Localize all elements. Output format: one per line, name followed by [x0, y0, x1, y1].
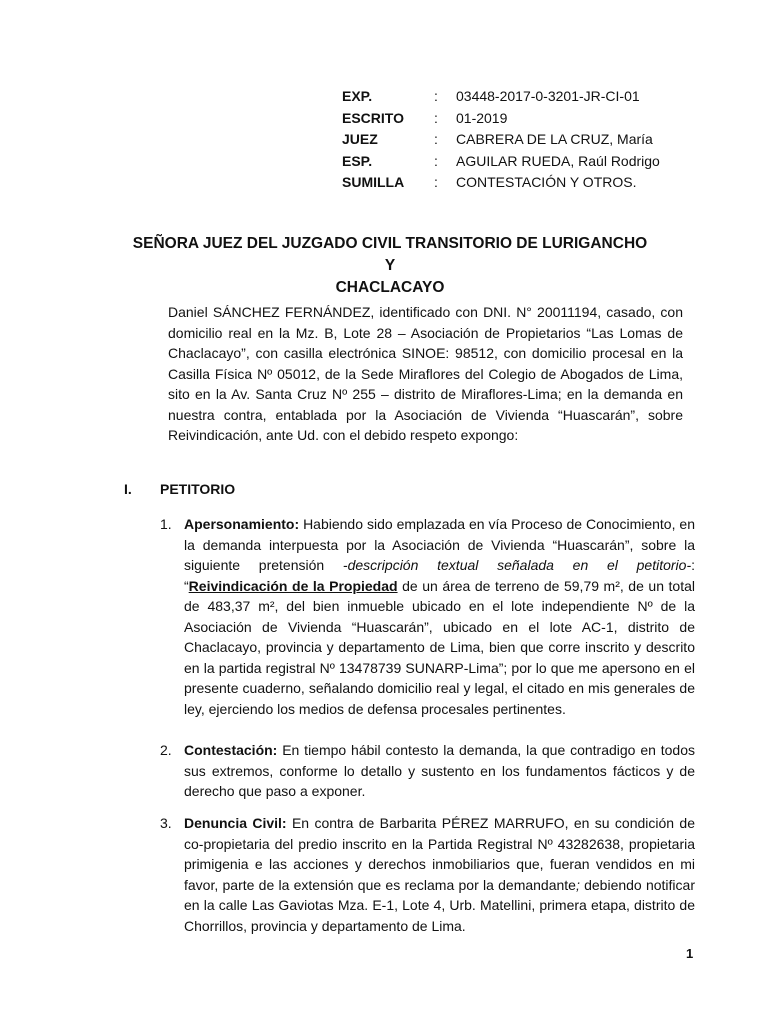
item-number: 1.	[160, 516, 172, 532]
header-colon: :	[434, 174, 438, 190]
header-label: EXP.	[342, 88, 373, 104]
item-italic-text: -descripción textual señalada en el petitorio-	[342, 557, 692, 573]
petitorio-item-3	[160, 813, 695, 936]
item-text: debiendo notificar en la calle Las Gaviotas Mza. E-1, Lote 4, Urb. Matellini, primera etapa, distrito de Chorrillos, provincia y departamento de Lima.	[184, 876, 695, 934]
petitorio-item-1	[160, 514, 695, 719]
header-label: JUEZ	[342, 131, 378, 147]
header-row-sumilla	[342, 172, 660, 194]
item-number: 2.	[160, 742, 172, 758]
header-row-exp	[342, 86, 660, 108]
item-text: En contra de Barbarita PÉREZ MARRUFO, en su condición de co-propietaria del predio inscrito en la Partida Registral Nº 43282638, propietaria primigenia e las acciones y derechos inmobiliarios que, fueran vendidos en mi favor, parte de la extensión que es reclama por la demandante	[184, 815, 695, 893]
section-number: I.	[124, 481, 132, 497]
item-body	[184, 813, 695, 936]
petitorio-item-2	[160, 740, 695, 802]
header-value: CONTESTACIÓN Y OTROS.	[456, 174, 637, 190]
item-lead: Denuncia Civil:	[184, 815, 287, 831]
item-lead: Contestación:	[184, 742, 278, 758]
item-body	[184, 514, 695, 719]
header-value: CABRERA DE LA CRUZ, María	[456, 131, 653, 147]
document-title	[130, 233, 650, 299]
item-text: En tiempo hábil contesto la demanda, la que contradigo en todos sus extremos, conforme lo detallo y sustento en los fundamentos fácticos y de derecho que paso a exponer.	[184, 742, 695, 799]
header-colon: :	[434, 88, 438, 104]
item-lead: Apersonamiento:	[184, 516, 300, 532]
page-number: 1	[686, 946, 694, 961]
header-colon: :	[434, 109, 438, 126]
header-colon: :	[434, 152, 438, 169]
item-text: : “	[184, 557, 695, 594]
header-row-escrito	[342, 108, 660, 130]
header-label: ESCRITO	[342, 109, 404, 126]
intro-paragraph: Daniel SÁNCHEZ FERNÁNDEZ, identificado con DNI. N° 20011194, casado, con domicilio real en la Mz. B, Lote 28 – Asociación de Propietarios “Las Lomas de Chaclacayo”, con casilla electrónica SINOE: 98512, con domicilio procesal en la Casilla Física Nº 05012, de la Sede Miraflores del Colegio de Abogados de Lima, sito en la Av. Santa Cruz Nº 255 – distrito de Miraflores-Lima; en la demanda en nuestra contra, entablada por la Asociación de Vivienda “Huascarán”, sobre Reivindicación, ante Ud. con el debido respeto expongo:	[168, 304, 683, 443]
item-underlined-text: Reivindicación de la Propiedad	[188, 577, 398, 594]
header-value: 01-2019	[456, 109, 508, 126]
header-label: ESP.	[342, 152, 373, 169]
item-text: Habiendo sido emplazada en vía Proceso de Conocimiento, en la demanda interpuesta por la Asociación de Vivienda “Huascarán”, sobre la siguiente pretensión	[184, 516, 695, 573]
title-line-2: CHACLACAYO	[335, 279, 445, 296]
section-heading	[124, 481, 235, 497]
header-colon: :	[434, 131, 438, 147]
section-title: PETITORIO	[160, 481, 236, 497]
header-row-esp	[342, 151, 660, 173]
item-body	[184, 740, 695, 802]
item-italic-text: ;	[575, 876, 580, 893]
header-label: SUMILLA	[342, 174, 405, 190]
item-text: de un área de terreno de 59,79 m², de un total de 483,37 m², del bien inmueble ubicado en el lote independiente Nº de la Asociación de Vivienda “Huascarán”, ubicado en el lote AC-1, distrito de Chaclacayo, provincia y departamento de Lima, bien que corre inscrito y descrito en la partida registral Nº 13478739 SUNARP-Lima”; por lo que me apersono en el presente cuaderno, señalando domicilio real y legal, el citado en mis generales de ley, ejerciendo los medios de defensa procesales pertinentes.	[184, 577, 695, 717]
header-value: 03448-2017-0-3201-JR-CI-01	[456, 88, 640, 104]
case-header	[342, 86, 660, 194]
title-line-1: SEÑORA JUEZ DEL JUZGADO CIVIL TRANSITORIO DE LURIGANCHO Y	[132, 235, 648, 274]
header-row-juez	[342, 129, 660, 151]
header-value: AGUILAR RUEDA, Raúl Rodrigo	[456, 152, 660, 169]
item-number: 3.	[160, 815, 172, 831]
